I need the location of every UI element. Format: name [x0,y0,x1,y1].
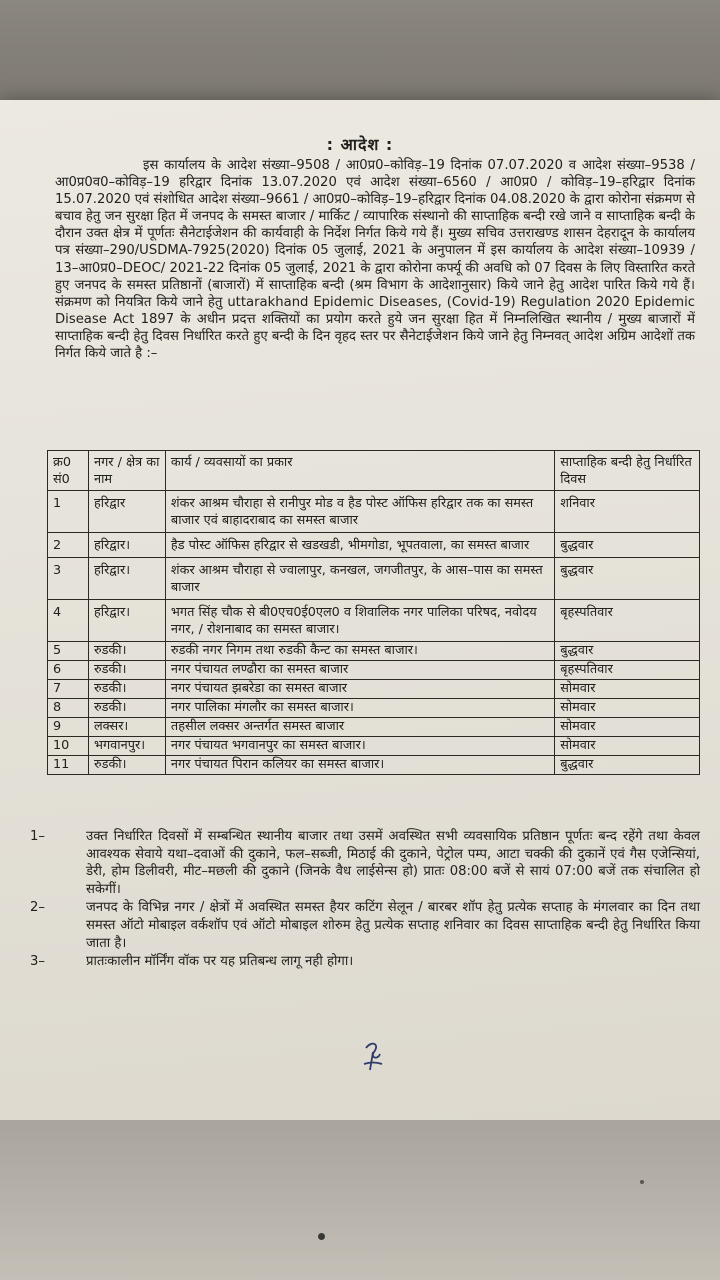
table-row [48,491,700,533]
row-serial: 7 [48,680,89,699]
row-serial: 10 [48,737,89,756]
list-item [30,899,700,952]
row-business-type: शंकर आश्रम चौराहा से रानीपुर मोड व हैड पोस्ट ऑफिस हरिद्वार तक का समस्त बाजार एवं बाहादराबाद का समस्त बाजार [165,491,554,533]
table-surface [0,1120,720,1280]
point-number: 2– [30,900,45,916]
row-business-type: तहसील लक्सर अन्तर्गत समस्त बाजार [165,718,554,737]
row-business-type: नगर पालिका मंगलौर का समस्त बाजार। [165,699,554,718]
header-business-type: कार्य / व्यवसायों का प्रकार [165,451,554,491]
row-area: रुडकी। [88,756,165,775]
row-business-type: नगर पंचायत पिरान कलियर का समस्त बाजार। [165,756,554,775]
table-row [48,642,700,661]
row-closure-day: बुद्धवार [555,533,700,558]
row-closure-day: सोमवार [555,718,700,737]
row-area: रुडकी। [88,661,165,680]
row-area: रुडकी। [88,680,165,699]
table-row [48,756,700,775]
row-business-type: नगर पंचायत लण्ढौरा का समस्त बाजार [165,661,554,680]
row-serial: 1 [48,491,89,533]
row-closure-day: शनिवार [555,491,700,533]
table-row [48,680,700,699]
row-area: हरिद्वार [88,491,165,533]
table-row [48,661,700,680]
header-serial: क्र0 सं0 [48,451,89,491]
point-text: उक्त निर्धारित दिवसों में सम्बन्धित स्थानीय बाजार तथा उसमें अवस्थित सभी व्यवसायिक प्रतिष्ठान पूर्णतः बन्द रहेंगे तथा केवल आवश्यक सेवाये यथा–दवाओं की दुकाने, फल–सब्जी, मिठाई की दुकाने, पेट्रोल पम्प, आटा चक्की की दुकानें एवं गैस एजेन्सियां, डेरी, होम डिलीवरी, मीट–मछली की दुकाने (जिनके वैध लाईसेन्स हो) प्रातः 08:00 बजें से सायं 07:00 बजें तक संचालित हो सकेगीं। [86,829,700,897]
row-area: रुडकी। [88,642,165,661]
order-heading: : आदेश : [326,135,394,154]
stain-mark [318,1233,325,1240]
row-business-type: शंकर आश्रम चौराहा से ज्वालापुर, कनखल, जगजीतपुर, के आस–पास का समस्त बाजार [165,558,554,600]
row-closure-day: सोमवार [555,680,700,699]
row-serial: 4 [48,600,89,642]
row-business-type: नगर पंचायत भगवानपुर का समस्त बाजार। [165,737,554,756]
row-business-type: रुडकी नगर निगम तथा रुडकी कैन्ट का समस्त बाजार। [165,642,554,661]
row-closure-day: सोमवार [555,737,700,756]
row-serial: 2 [48,533,89,558]
table-row [48,558,700,600]
table-header-row [48,451,700,491]
stain-mark [640,1180,644,1184]
order-points [30,828,700,972]
paragraph-text: इस कार्यालय के आदेश संख्या–9508 / आ0प्र0–कोविड़–19 दिनांक 07.07.2020 व आदेश संख्या–9538 / आ0प्र0व0–कोविड़–19 हरिद्वार दिनांक 13.07.2020 एवं आदेश संख्या–6560 / आ0प्र0 / कोविड़–19–हरिद्वार दिनांक 15.07.2020 एवं संशोधित आदेश संख्या–9661 / आ0प्र0–कोविड़–19–हरिद्वार दिनांक 04.08.2020 के द्वारा कोरोना संक्रमण से बचाव हेतु जन सुरक्षा हित में जनपद के समस्त बाजार / मार्किट / व्यापारिक संस्थानो की साप्ताहिक बन्दी रखे जाने व साप्ताहिक बन्दी के दौरान उक्त क्षेत्र में पूर्णतः सैनेटाईजेशन की कार्यवाही के निर्देश निर्गत किये गये हैं। मुख्य सचिव उत्तराखण्ड शासन देहरादून के कार्यालय पत्र संख्या–290/USDMA-7925(2020) दिनांक 05 जुलाई, 2021 के अनुपालन में इस कार्यालय के आदेश संख्या–10939 / 13–आ0प्र0–DEOC/ 2021-22 दिनांक 05 जुलाई, 2021 के द्वारा कोरोना कर्फ्यू की अवधि को 07 दिवस के लिए विस्तारित करते हुए जनपद के समस्त प्रतिष्ठानों (बाजारों) में साप्ताहिक बन्दी (श्रम विभाग के आदेशानुसार) किये जाने हेतु आदेश पारित किये गये हैं। संक्रमण को नियत्रित किये जाने हेतु uttarakhand Epidemic Diseases, (Covid-19) Regulation 2020 Epidemic Disease Act 1897 के अधीन प्रदत्त शक्तियों का प्रयोग करते हुये जन सुरक्षा हित में निम्नलिखित स्थानीय / मुख्य बाजारों में साप्ताहिक बन्दी हेतु दिवस निर्धारित करते हुए बन्दी के दिन वृहद स्तर पर सैनेटाईजेशन किये जाने हेतु निम्नवत् आदेश अग्रिम आदेशों तक निर्गत किये जाते है :– [55,158,695,362]
handwritten-signature [358,1036,388,1076]
row-serial: 9 [48,718,89,737]
table-row [48,533,700,558]
point-number: 1– [30,829,45,844]
row-serial: 5 [48,642,89,661]
row-business-type: भगत सिंह चौक से बी0एच0ई0एल0 व शिवालिक नगर पालिका परिषद, नवोदय नगर, / रोशनाबाद का समस्त बाजार। [165,600,554,642]
row-serial: 8 [48,699,89,718]
row-closure-day: सोमवार [555,699,700,718]
table-row [48,600,700,642]
row-closure-day: बृहस्पतिवार [555,661,700,680]
row-area: हरिद्वार। [88,533,165,558]
order-paragraph [55,157,695,362]
row-area: लक्सर। [88,718,165,737]
weekly-closure-table [47,450,700,775]
point-number: 3– [30,954,45,970]
row-serial: 6 [48,661,89,680]
row-area: भगवानपुर। [88,737,165,756]
row-closure-day: बुद्धवार [555,558,700,600]
list-item [30,953,700,971]
row-area: हरिद्वार। [88,600,165,642]
header-area: नगर / क्षेत्र का नाम [88,451,165,491]
table-row [48,737,700,756]
row-serial: 11 [48,756,89,775]
table-row [48,718,700,737]
point-text: जनपद के विभिन्न नगर / क्षेत्रों में अवस्थित समस्त हैयर कटिंग सेलून / बारबर शॉप हेतु प्रत्येक सप्ताह के मंगलवार का दिन तथा समस्त ऑटो मोबाइल वर्कशॉप एवं ऑटो मोबाइल शोरुम हेतु प्रत्येक सप्ताह शनिवार का दिवस साप्ताहिक बन्दी हेतु निर्धारित किया जाता है। [86,900,700,951]
list-item [30,828,700,898]
row-area: हरिद्वार। [88,558,165,600]
row-closure-day: बृहस्पतिवार [555,600,700,642]
row-closure-day: बुद्धवार [555,756,700,775]
row-closure-day: बुद्धवार [555,642,700,661]
point-text: प्रातःकालीन मॉर्निंग वॉक पर यह प्रतिबन्ध लागू नही होगा। [86,954,354,970]
row-serial: 3 [48,558,89,600]
row-business-type: नगर पंचायत झबरेडा का समस्त बाजार [165,680,554,699]
row-business-type: हैड पोस्ट ऑफिस हरिद्वार से खडखडी, भीमगोडा, भूपतवाला, का समस्त बाजार [165,533,554,558]
table-row [48,699,700,718]
header-closure-day: साप्ताहिक बन्दी हेतु निर्धारित दिवस [555,451,700,491]
row-area: रुडकी। [88,699,165,718]
